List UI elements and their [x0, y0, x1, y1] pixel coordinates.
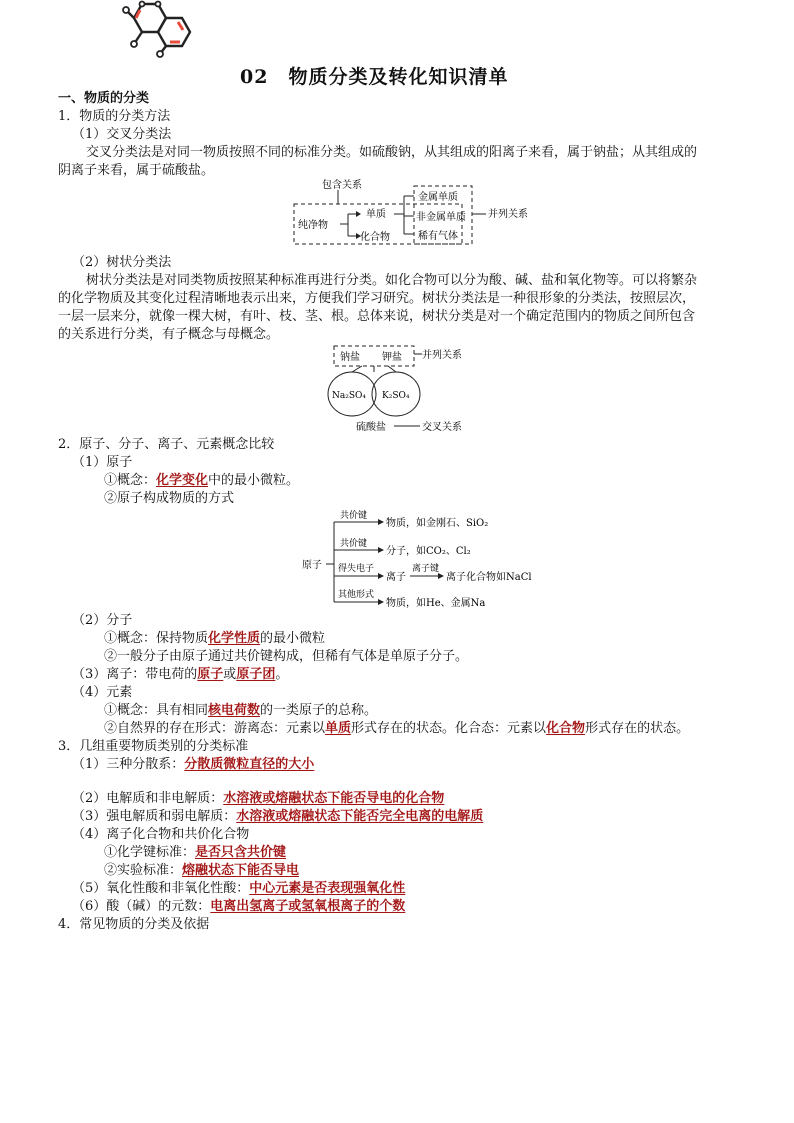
paragraph: 1．物质的分类方法 — [58, 109, 171, 124]
diagram-label: 其他形式 — [338, 590, 375, 600]
paragraph: 阴离子来看，属于硫酸盐。 — [58, 163, 215, 178]
criterion-item: ①化学键标准：是否只含共价键 — [104, 845, 287, 860]
diagram-label: 纯净物 — [298, 220, 328, 231]
paragraph: （1）原子 — [72, 455, 133, 470]
element-states: ②自然界的存在形式：游离态：元素以单质形式存在的状态。化合态：元素以化合物形式存在的状态。 — [104, 721, 690, 736]
criterion-item: （3）强电解质和弱电解质：水溶液或熔融状态下能否完全电离的电解质 — [72, 809, 484, 824]
diagram-label: 稀有气体 — [418, 231, 458, 242]
diagram-label: 钠盐 — [340, 352, 360, 363]
criterion-item: （2）电解质和非电解质：水溶液或熔融状态下能否导电的化合物 — [72, 791, 445, 806]
molecule-definition: ①概念：保持物质化学性质的最小微粒 — [104, 631, 326, 646]
paragraph: 的化学物质及其变化过程清晰地表示出来，方便我们学习研究。树状分类法是一种很形象的分类法，按照层次， — [58, 291, 696, 306]
diagram-label: 化合物 — [360, 232, 390, 243]
diagram-label: 离子键 — [412, 564, 440, 574]
criterion-item: ②实验标准：熔融状态下能否导电 — [104, 863, 300, 878]
criterion-item: （1）三种分散系：分散质微粒直径的大小 — [72, 757, 315, 772]
paragraph: （4）元素 — [72, 685, 133, 700]
diagram-label: 物质，如金刚石、SiO₂ — [386, 518, 489, 529]
diagram-label: 原子 — [302, 560, 322, 571]
classification-diagram-substance — [290, 176, 550, 250]
diagram-label: 交叉关系 — [422, 422, 462, 433]
cross-classification-diagram — [322, 342, 482, 434]
diagram-label: 单质 — [366, 209, 386, 220]
diagram-label: 包含关系 — [322, 180, 362, 191]
paragraph: 树状分类法是对同类物质按照某种标准再进行分类。如化合物可以分为酸、碱、盐和氧化物等。可以将繁杂 — [86, 273, 698, 288]
paragraph: 3．几组重要物质类别的分类标准 — [58, 739, 249, 754]
diagram-label: 钾盐 — [382, 352, 402, 363]
paragraph: 的关系进行分类，有子概念与母概念。 — [58, 327, 280, 342]
diagram-label: 非金属单质 — [416, 212, 466, 223]
diagram-label: Na₂SO₄ — [332, 391, 367, 401]
section-heading: 一、物质的分类 — [58, 91, 150, 106]
diagram-label: 并列关系 — [488, 209, 528, 220]
ion-definition: （3）离子：带电荷的原子或原子团。 — [72, 667, 289, 682]
page-title: 02 物质分类及转化知识清单 — [240, 66, 509, 88]
diagram-label: 离子化合物如NaCl — [446, 572, 532, 583]
paragraph: （2）树状分类法 — [72, 255, 172, 270]
paragraph: 2．原子、分子、离子、元素概念比较 — [58, 437, 275, 452]
paragraph: 一层一层来分，就像一棵大树，有叶、枝、茎、根。总体来说，树状分类是对一个确定范围内的物质之间所包含 — [58, 309, 696, 324]
diagram-label: K₂SO₄ — [382, 391, 410, 401]
diagram-label: 并列关系 — [422, 350, 462, 361]
naphthalene-molecule-icon — [120, 0, 196, 58]
paragraph: 4．常见物质的分类及依据 — [58, 917, 210, 932]
criterion-item: （5）氧化性酸和非氧化性酸：中心元素是否表现强氧化性 — [72, 881, 406, 896]
paragraph: （2）分子 — [72, 613, 133, 628]
diagram-label: 共价键 — [340, 539, 368, 549]
atom-definition: ①概念：化学变化中的最小微粒。 — [104, 473, 300, 488]
atom-composition-diagram — [298, 508, 548, 612]
paragraph: （4）离子化合物和共价化合物 — [72, 827, 250, 842]
element-definition: ①概念：具有相同核电荷数的一类原子的总称。 — [104, 703, 378, 718]
paragraph: （1）交叉分类法 — [72, 127, 172, 142]
diagram-label: 金属单质 — [418, 192, 458, 203]
diagram-label: 离子 — [386, 572, 406, 583]
paragraph: ②原子构成物质的方式 — [104, 491, 235, 506]
diagram-label: 共价键 — [340, 511, 368, 521]
criterion-item: （6）酸（碱）的元数：电离出氢离子或氢氧根离子的个数 — [72, 899, 406, 914]
paragraph: ②一般分子由原子通过共价键构成，但稀有气体是单原子分子。 — [104, 649, 469, 664]
diagram-label: 得失电子 — [338, 564, 375, 574]
diagram-label: 硫酸盐 — [356, 422, 386, 433]
diagram-label: 物质，如He、金属Na — [386, 598, 486, 609]
diagram-label: 分子，如CO₂、Cl₂ — [386, 546, 471, 557]
paragraph: 交叉分类法是对同一物质按照不同的标准分类。如硫酸钠，从其组成的阳离子来看，属于钠盐；从其组成的 — [86, 145, 698, 160]
